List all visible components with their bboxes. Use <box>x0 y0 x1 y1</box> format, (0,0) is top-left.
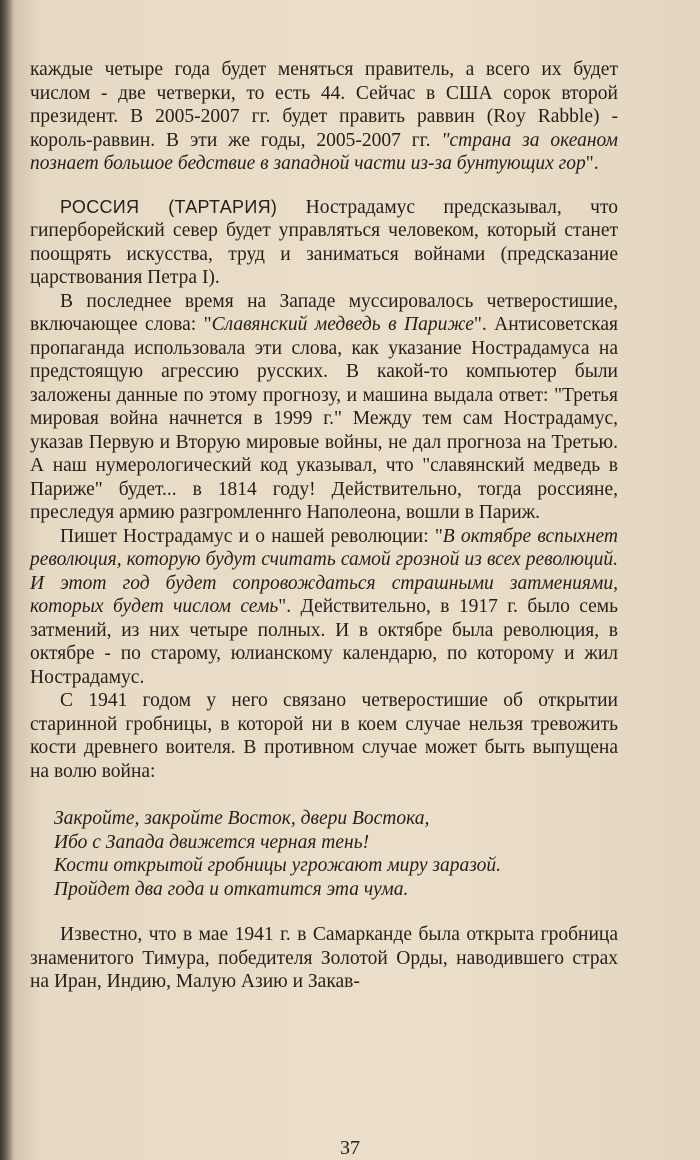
paragraph-4-text-a: Пишет Нострадамус и о нашей революции: " <box>60 525 443 547</box>
paragraph-4-quote: В октябре вспыхнет революция, которую будут считать самой грозной из всех революций. И этот год будет сопровождаться страшными затмениями, которых будет числом семь <box>30 525 618 617</box>
paragraph-6 <box>30 923 618 994</box>
paragraph-russia <box>30 196 618 290</box>
paragraph-4-text-b: ". Действительно, в 1917 г. было семь затмений, из них четыре полных. И в октябре была революция, в октябре - по старому, юлианскому календарю, по которому и жил Нострадамус. <box>30 596 619 688</box>
poem-line: Кости открытой гробницы угрожают миру заразой. <box>54 855 502 876</box>
paragraph-3 <box>30 290 618 525</box>
paragraph-1-text: каждые четыре года будет меняться правитель, а всего их будет числом - две четверки, то есть 44. Сейчас в США сорок второй президент. В 2005-2007 гг. будет править раввин (Roy Rabble) - король-раввин. В эти же годы, 2005-2007 гг. <box>30 59 618 151</box>
paragraph-5-text: С 1941 годом у него связано четверостишие об открытии старинной гробницы, в которой ни в коем случае нельзя тревожить кости древнего воителя. В противном случае может быть выпущена на волю война: <box>30 690 618 782</box>
paragraph-3-text-b: ". Антисоветская пропаганда использовала эти слова, как указание Нострадамуса на предстоящую агрессию русских. В какой-то компьютер были заложены данные по этому прогнозу, и машина выдала ответ: "Третья мировая война начнется в 1999 г." Между тем сам Нострадамус, указав Первую и Вторую мировые войны, не дал прогноза на Третью. А наш нумерологический код указывал, что "славянский медведь в Париже" будет... в 1814 году! Действительно, тогда россияне, преследуя армию разгромленнго Наполеона, вошли в Париж. <box>30 314 618 523</box>
paragraph-1-end: ". <box>585 153 599 174</box>
poem-quatrain <box>30 807 618 901</box>
paragraph-3-text-a: В последнее время на Западе муссировалось четверостишие, включающее слова: " <box>30 290 618 335</box>
poem-line: Ибо с Запада движется черная тень! <box>54 831 370 853</box>
paragraph-5 <box>30 689 618 783</box>
poem-line: Закройте, закройте Восток, двери Востока, <box>54 808 430 829</box>
paragraph-1-quote: "страна за океаном познает большое бедствие в западной части из-за бунтующих гор <box>30 129 618 174</box>
page-number: 37 <box>340 1137 360 1159</box>
page-body-text <box>30 58 618 994</box>
paragraph-3-quote: Славянский медведь в Париже <box>211 314 474 335</box>
section-heading: РОССИЯ (ТАРТАРИЯ) <box>60 196 278 217</box>
paragraph-1 <box>30 58 618 176</box>
paragraph-4 <box>30 525 618 690</box>
paragraph-6-text: Известно, что в мае 1941 г. в Самарканде была открыта гробница знаменитого Тимура, победителя Золотой Орды, наводившего страх на Иран, Индию, Малую Азию и Закав- <box>30 924 618 992</box>
paragraph-russia-text: Нострадамус предсказывал, что гиперборейский север будет управляться человеком, который станет поощрять искусства, труд и заниматься войнами (предсказание царствования Петра I). <box>30 196 618 288</box>
poem-line: Пройдет два года и откатится эта чума. <box>54 878 409 900</box>
